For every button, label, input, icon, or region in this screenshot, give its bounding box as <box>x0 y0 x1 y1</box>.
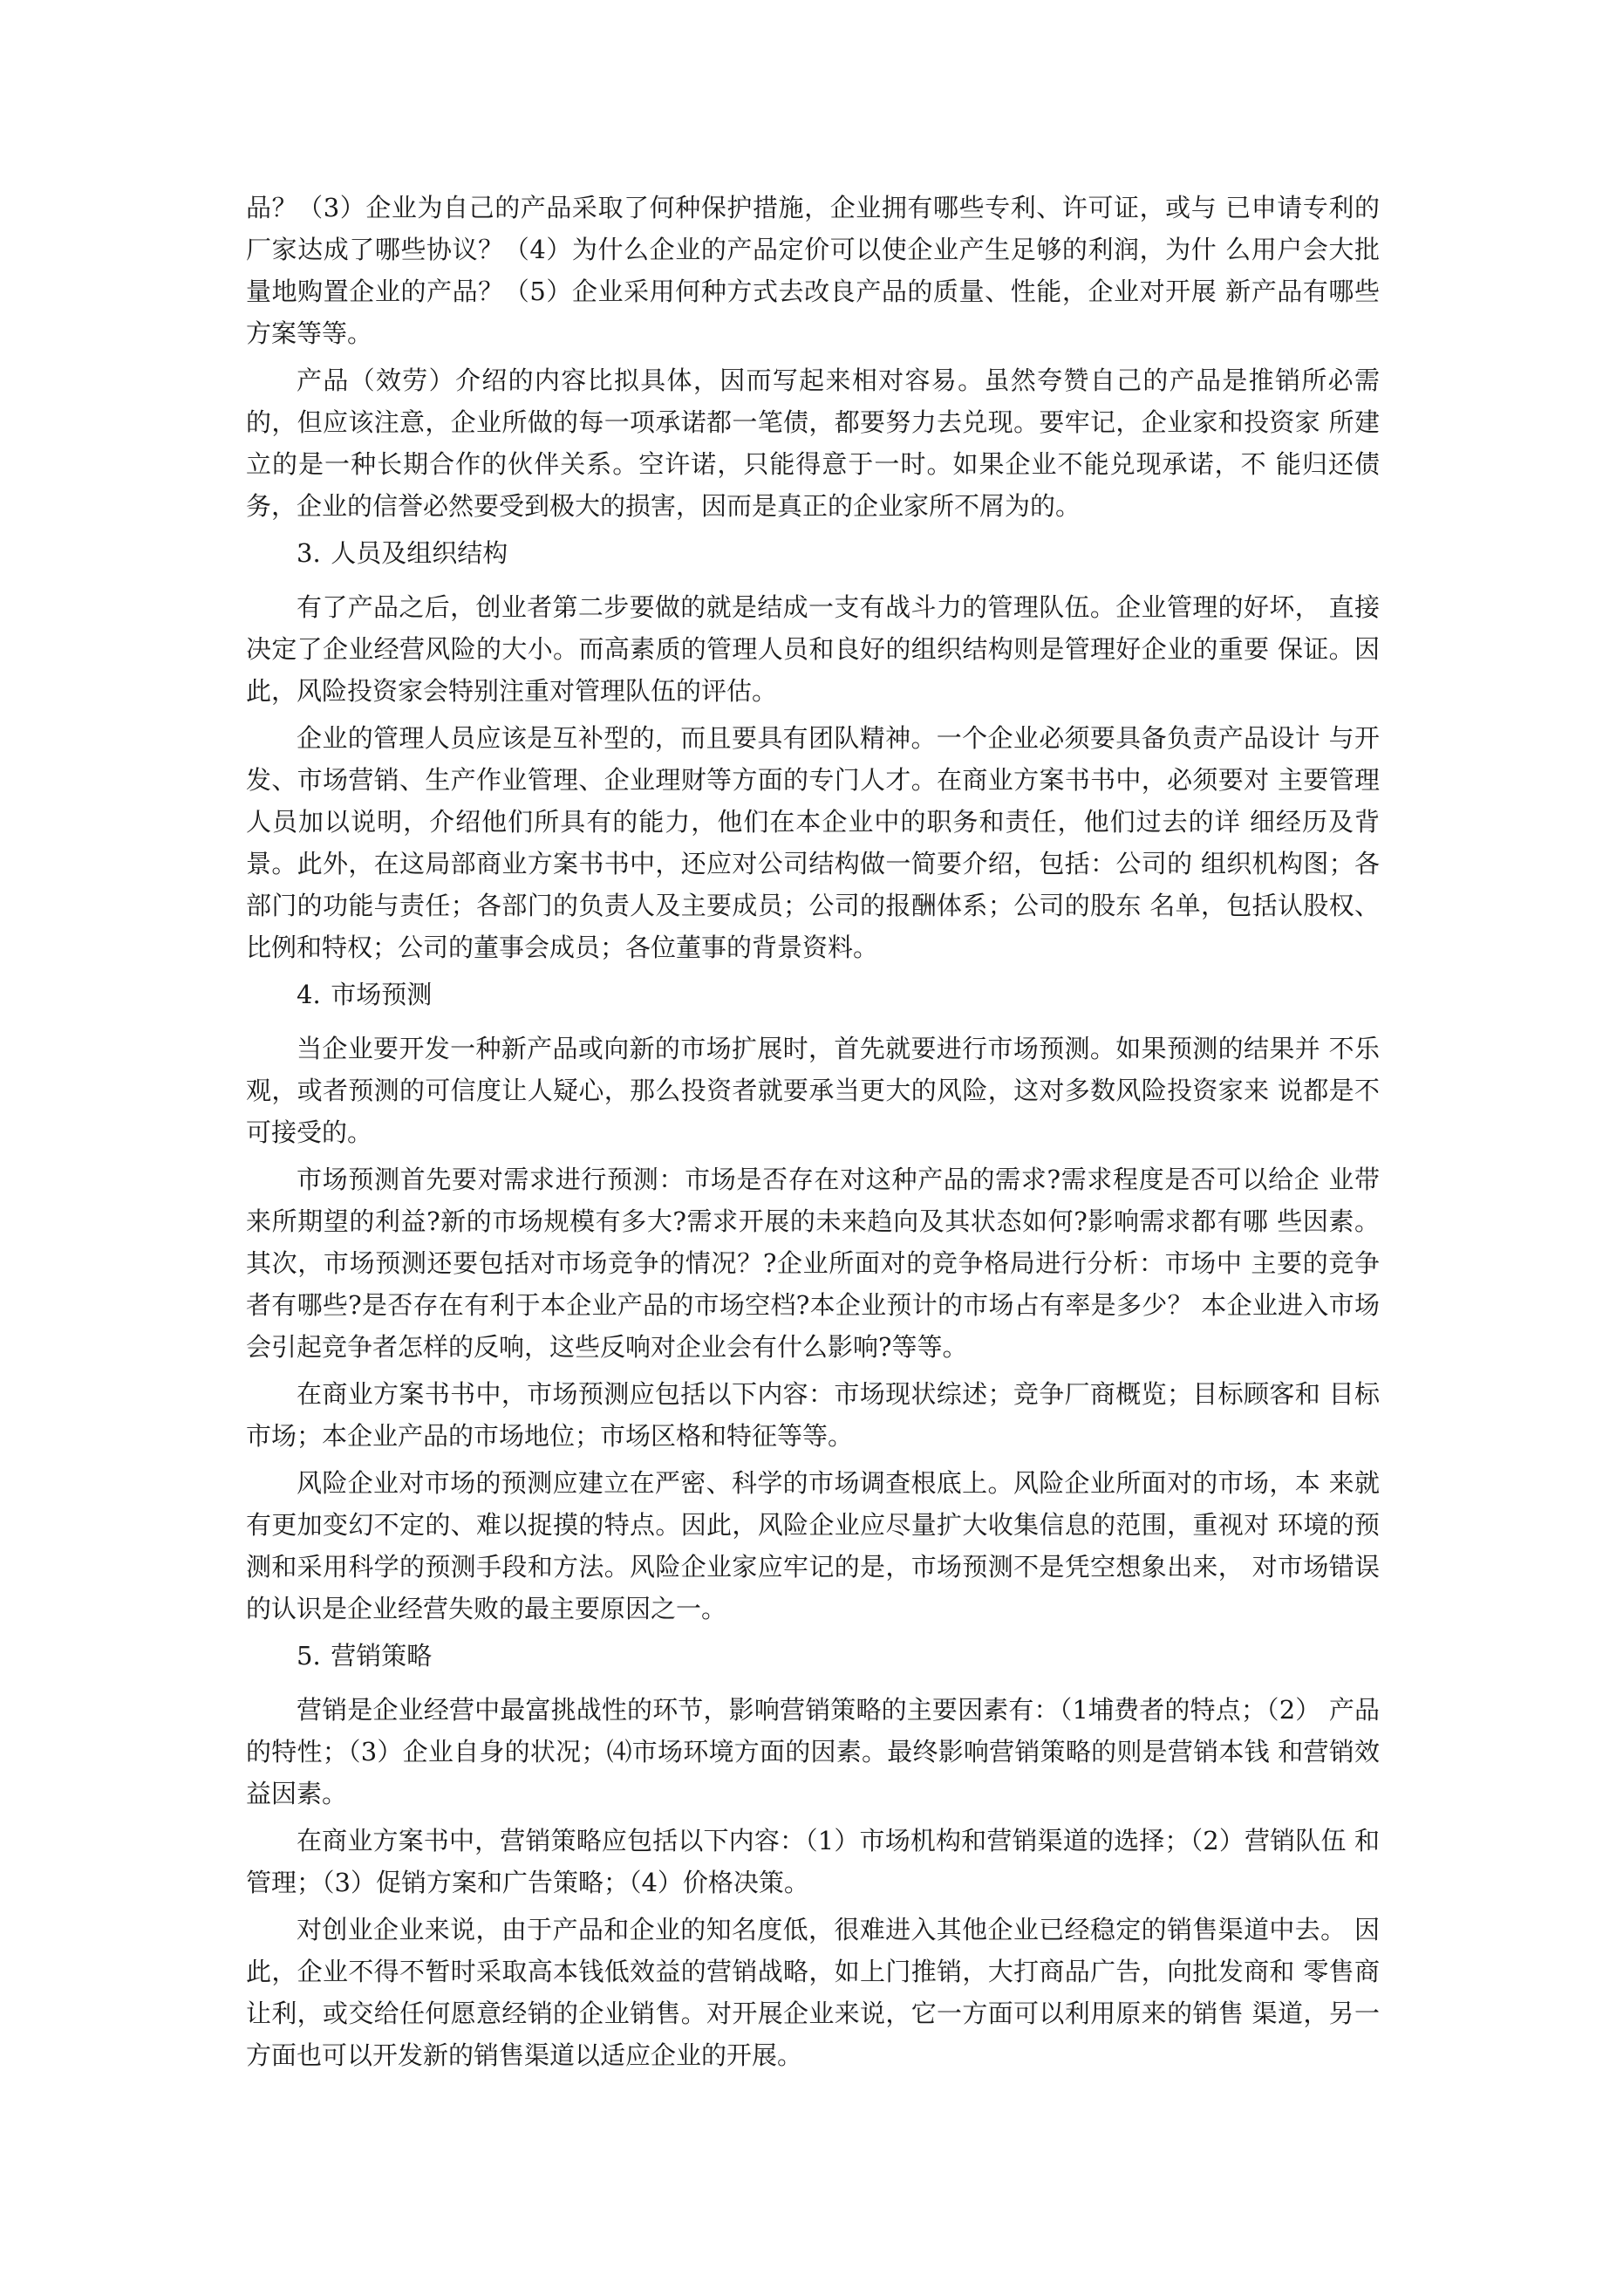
section-heading <box>246 974 1380 1015</box>
body-paragraph: 品？（3）企业为自己的产品采取了何种保护措施，企业拥有哪些专利、许可证，或与 已申请专利的厂家达成了哪些协议？（4）为什么企业的产品定价可以使企业产生足够的利润，为什 么用户会大批量地购置企业的产品？（5）企业采用何种方式去改良产品的质量、性能，企业对开展 新产品有哪些方案等等。 <box>246 193 1380 348</box>
body-paragraph: 对创业企业来说，由于产品和企业的知名度低，很难进入其他企业已经稳定的销售渠道中去。 因此，企业不得不暂时采取高本钱低效益的营销战略，如上门推销，大打商品广告，向批发商和 零售商让利，或交给任何愿意经销的企业销售。对开展企业来说，它一方面可以利用原来的销售 渠道，另一方面也可以开发新的销售渠道以适应企业的开展。 <box>246 1915 1380 2070</box>
section-number: 4. <box>297 980 321 1009</box>
body-paragraph: 有了产品之后，创业者第二步要做的就是结成一支有战斗力的管理队伍。企业管理的好坏， 直接决定了企业经营风险的大小。而高素质的管理人员和良好的组织结构则是管理好企业的重要 保证。因此，风险投资家会特别注重对管理队伍的评估。 <box>246 592 1380 706</box>
body-paragraph: 在商业方案书中，营销策略应包括以下内容：（1）市场机构和营销渠道的选择；（2）营销队伍 和管理；（3）促销方案和广告策略；（4）价格决策。 <box>246 1826 1380 1897</box>
section-title: 人员及组织结构 <box>331 538 508 568</box>
body-paragraph: 产品（效劳）介绍的内容比拟具体，因而写起来相对容易。虽然夸赞自己的产品是推销所必需 的，但应该注意，企业所做的每一项承诺都一笔债，都要努力去兑现。要牢记，企业家和投资家 所建立的是一种长期合作的伙伴关系。空许诺，只能得意于一时。如果企业不能兑现承诺，不 能归还债务，企业的信誉必然要受到极大的损害，因而是真正的企业家所不屑为的。 <box>246 366 1380 521</box>
body-paragraph: 市场预测首先要对需求进行预测：市场是否存在对这种产品的需求?需求程度是否可以给企 业带来所期望的利益?新的市场规模有多大?需求开展的未来趋向及其状态如何?影响需求都有哪 些因素。其次，市场预测还要包括对市场竞争的情况？?企业所面对的竞争格局进行分析：市场中 主要的竞争者有哪些?是否存在有利于本企业产品的市场空档?本企业预计的市场占有率是多少？ 本企业进入市场会引起竞争者怎样的反响，这些反响对企业会有什么影响?等等。 <box>246 1165 1380 1362</box>
body-paragraph: 在商业方案书书中，市场预测应包括以下内容：市场现状综述；竞争厂商概览；目标顾客和 目标市场；本企业产品的市场地位；市场区格和特征等等。 <box>246 1379 1380 1451</box>
section-number: 3. <box>297 538 321 568</box>
section-heading <box>246 1635 1380 1677</box>
document-body <box>246 187 1380 2081</box>
section-title: 营销策略 <box>331 1641 433 1671</box>
body-paragraph: 企业的管理人员应该是互补型的，而且要具有团队精神。一个企业必须要具备负责产品设计 与开发、市场营销、生产作业管理、企业理财等方面的专门人才。在商业方案书书中，必须要对 主要管理人员加以说明，介绍他们所具有的能力，他们在本企业中的职务和责任，他们过去的详 细经历及背景。此外，在这局部商业方案书书中，还应对公司结构做一简要介绍，包括：公司的 组织机构图；各部门的功能与责任；各部门的负责人及主要成员；公司的报酬体系；公司的股东 名单，包括认股权、比例和特权；公司的董事会成员；各位董事的背景资料。 <box>246 723 1380 962</box>
section-title: 市场预测 <box>331 980 433 1009</box>
section-number: 5. <box>297 1641 321 1671</box>
body-paragraph: 当企业要开发一种新产品或向新的市场扩展时，首先就要进行市场预测。如果预测的结果并 不乐观，或者预测的可信度让人疑心，那么投资者就要承当更大的风险，这对多数风险投资家来 说都是不可接受的。 <box>246 1034 1380 1147</box>
body-paragraph: 风险企业对市场的预测应建立在严密、科学的市场调查根底上。风险企业所面对的市场，本 来就有更加变幻不定的、难以捉摸的特点。因此，风险企业应尽量扩大收集信息的范围，重视对 环境的预测和采用科学的预测手段和方法。风险企业家应牢记的是，市场预测不是凭空想象出来， 对市场错误的认识是企业经营失败的最主要原因之一。 <box>246 1468 1380 1623</box>
body-paragraph: 营销是企业经营中最富挑战性的环节，影响营销策略的主要因素有：（1埔费者的特点；（2） 产品的特性；（3）企业自身的状况；⑷市场环境方面的因素。最终影响营销策略的则是营销本钱 和营销效益因素。 <box>246 1695 1380 1808</box>
section-heading <box>246 532 1380 574</box>
